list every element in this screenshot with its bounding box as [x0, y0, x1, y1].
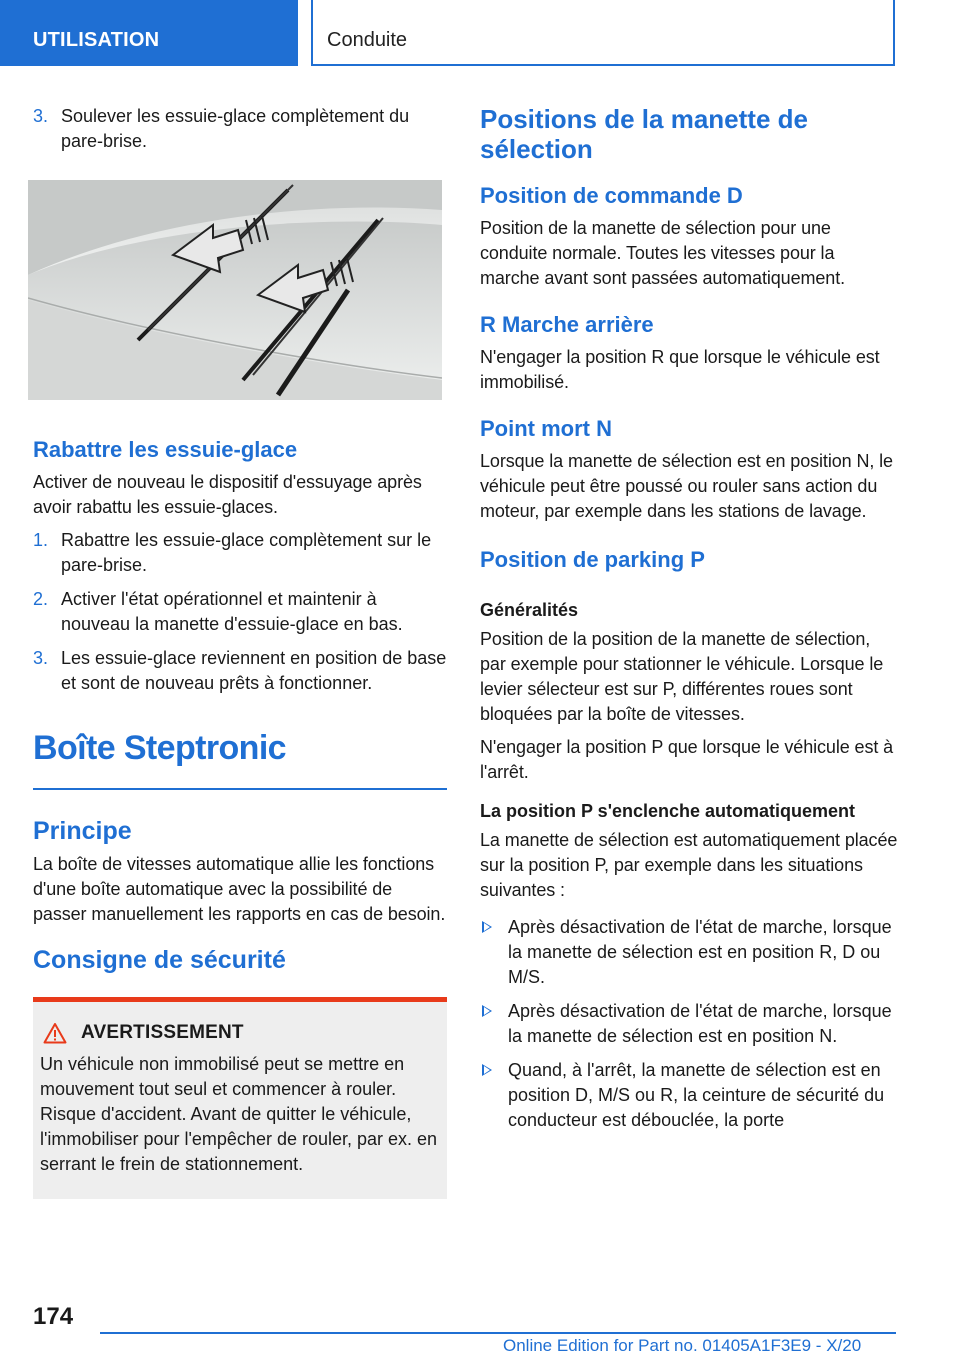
- generalites-text-2: N'engager la position P que lorsque le véhicule est à l'arrêt.: [480, 737, 894, 782]
- bullet-text: Après désactivation de l'état de marche, lorsque la manette de sélection est en position N.: [508, 1001, 892, 1046]
- step-text: Soulever les essuie-glace complètement du pare-brise.: [61, 106, 410, 151]
- step-text: Activer l'état opérationnel et maintenir à nouveau la manette d'essuie-glace en bas.: [61, 589, 403, 634]
- rabattre-heading: Rabattre les essuie-glace: [33, 437, 298, 462]
- generalites-text-1: Position de la position de la manette de sélection, par exemple pour stationner le véhicule. Lorsque le levier sélecteur est sur P, différentes roues sont bloquées par la boîte de vitesses.: [480, 629, 884, 724]
- bullet-text: Après désactivation de l'état de marche, lorsque la manette de sélection est en position R, D ou M/S.: [508, 917, 892, 987]
- right-column: [480, 104, 898, 1142]
- warning-box: [33, 997, 447, 1199]
- step-number: 3.: [33, 106, 49, 126]
- heading-divider: [33, 788, 447, 790]
- left-column: [33, 104, 447, 1199]
- list-item: [480, 999, 898, 1049]
- position-r-text: N'engager la position R que lorsque le véhicule est immobilisé.: [480, 347, 880, 392]
- principe-heading: Principe: [33, 817, 132, 845]
- header-chapter-label: Conduite: [327, 29, 408, 51]
- step-number: 3.: [33, 648, 49, 668]
- bullet-triangle-icon: [482, 1064, 492, 1076]
- position-r-heading: R Marche arrière: [480, 312, 654, 337]
- header-section-tab: [0, 0, 298, 66]
- generalites-heading: Généralités: [480, 600, 579, 620]
- footer-edition-text: Online Edition for Part no. 01405A1F3E9 - X/20: [503, 1336, 862, 1355]
- rabattre-intro: Activer de nouveau le dispositif d'essuyage après avoir rabattu les essuie-glaces.: [33, 472, 422, 517]
- page-number: 174: [33, 1303, 74, 1330]
- warning-header: [40, 1022, 439, 1044]
- wiper-drawing: [28, 180, 442, 400]
- steptronic-heading: Boîte Steptronic: [33, 729, 286, 767]
- list-item: [480, 1058, 898, 1133]
- warning-triangle-icon: [43, 1022, 67, 1044]
- step-text: Les essuie-glace reviennent en position de base et sont de nouveau prêts à fonctionner.: [61, 648, 447, 693]
- windshield-wiper-illustration: [28, 180, 442, 400]
- step-number: 1.: [33, 530, 49, 550]
- auto-p-heading: La position P s'enclenche automatiquement: [480, 801, 856, 821]
- position-d-text: Position de la manette de sélection pour une conduite normale. Toutes les vitesses pour la marche avant sont passées automatiquement.: [480, 218, 846, 288]
- lift-steps-list: [33, 104, 447, 154]
- position-p-heading: Position de parking P: [480, 547, 705, 572]
- position-n-text: Lorsque la manette de sélection est en position N, le véhicule peut être poussé ou rouler sans action du moteur, par exemple dans les stations de lavage.: [480, 451, 893, 521]
- step-number: 2.: [33, 589, 49, 609]
- bullet-text: Quand, à l'arrêt, la manette de sélection est en position D, M/S ou R, la ceinture de sécurité du conducteur est débouclée, la porte: [508, 1060, 885, 1130]
- warning-text: Un véhicule non immobilisé peut se mettre en mouvement tout seul et commencer à rouler. Risque d'accident. Avant de quitter le véhicule, l'immobiliser pour l'empêcher de rouler, par ex. en serrant le frein de stationnement.: [40, 1054, 438, 1174]
- list-item: [33, 528, 447, 578]
- auto-p-text: La manette de sélection est automatiquement placée sur la position P, par exemple dans les situations suivantes :: [480, 830, 898, 900]
- auto-p-bullets: [480, 915, 898, 1133]
- header-section-label: UTILISATION: [33, 29, 160, 51]
- position-n-heading: Point mort N: [480, 416, 612, 441]
- header-chapter-box: [311, 0, 895, 66]
- bullet-triangle-icon: [482, 1005, 492, 1017]
- list-item: [33, 587, 447, 637]
- position-d-heading: Position de commande D: [480, 183, 743, 208]
- principe-text: La boîte de vitesses automatique allie les fonctions d'une boîte automatique avec la possibilité de passer manuellement les rapports en cas de besoin.: [33, 854, 446, 924]
- list-item: [33, 104, 447, 154]
- rabattre-steps-list: [33, 528, 447, 696]
- step-text: Rabattre les essuie-glace complètement sur le pare-brise.: [61, 530, 432, 575]
- positions-heading: Positions de la manette de sélection: [480, 104, 808, 164]
- list-item: [480, 915, 898, 990]
- bullet-triangle-icon: [482, 921, 492, 933]
- consigne-heading: Consigne de sécurité: [33, 946, 286, 974]
- warning-title: AVERTISSEMENT: [81, 1022, 244, 1043]
- footer-divider: [100, 1332, 896, 1334]
- list-item: [33, 646, 447, 696]
